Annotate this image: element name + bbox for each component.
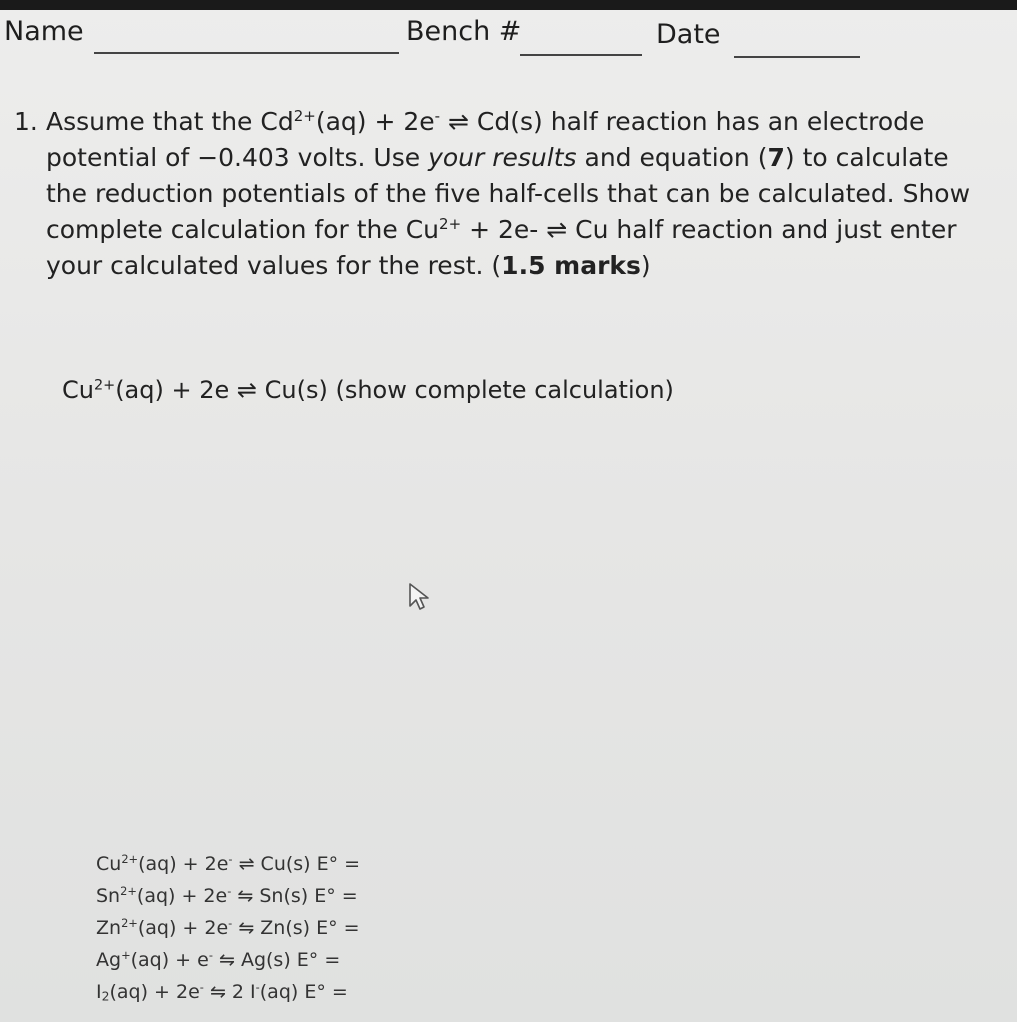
bench-label: Bench # [406, 16, 522, 47]
question-number: 1. [14, 107, 38, 136]
bench-blank [520, 54, 642, 56]
reaction-silver: Ag+(aq) + e- ⇋ Ag(s) E° = [96, 948, 341, 971]
question-line-4: complete calculation for the $Cu^{2+} + 2e-$ ⇌ Cu half reaction and just enter [46, 215, 957, 244]
question-line-2: potential of −0.403 volts. Use your results and equation (7) to calculate [46, 143, 949, 172]
name-label: Name [4, 16, 84, 47]
date-blank [734, 56, 860, 58]
question-line-3: the reduction potentials of the five half-cells that can be calculated. Show [46, 179, 971, 208]
calculation-instruction: $Cu^{2+}(aq) + 2e$ ⇌ Cu(s) (show complete calculation) [62, 376, 674, 404]
half-reaction-list [96, 848, 360, 1008]
screen-top-edge [0, 0, 1017, 10]
reaction-tin: $Sn^{2+}(aq) + 2e^-$ ⇋ Sn(s) E° = [96, 884, 358, 907]
reaction-zinc: $Zn^{2+}(aq) + 2e^-$ ⇋ Zn(s) E° = [96, 916, 360, 939]
reaction-iodine: $I_2(aq) + 2e^-$ ⇋ 2 I-(aq) E° = [96, 980, 348, 1004]
question-text [46, 104, 1006, 284]
question-line-1: Assume that the $Cd^{2+}(aq) + 2e^-$ ⇌ Cd(s) half reaction has an electrode [46, 107, 925, 136]
header-row [4, 16, 1004, 56]
date-label: Date [656, 19, 721, 50]
question-line-5: your calculated values for the rest. (1.5 marks) [46, 251, 651, 280]
reaction-copper: $Cu^{2+}(aq) + 2e^-$ ⇌ Cu(s) E° = [96, 852, 361, 875]
mouse-cursor-icon [408, 582, 434, 612]
name-blank [94, 52, 399, 54]
